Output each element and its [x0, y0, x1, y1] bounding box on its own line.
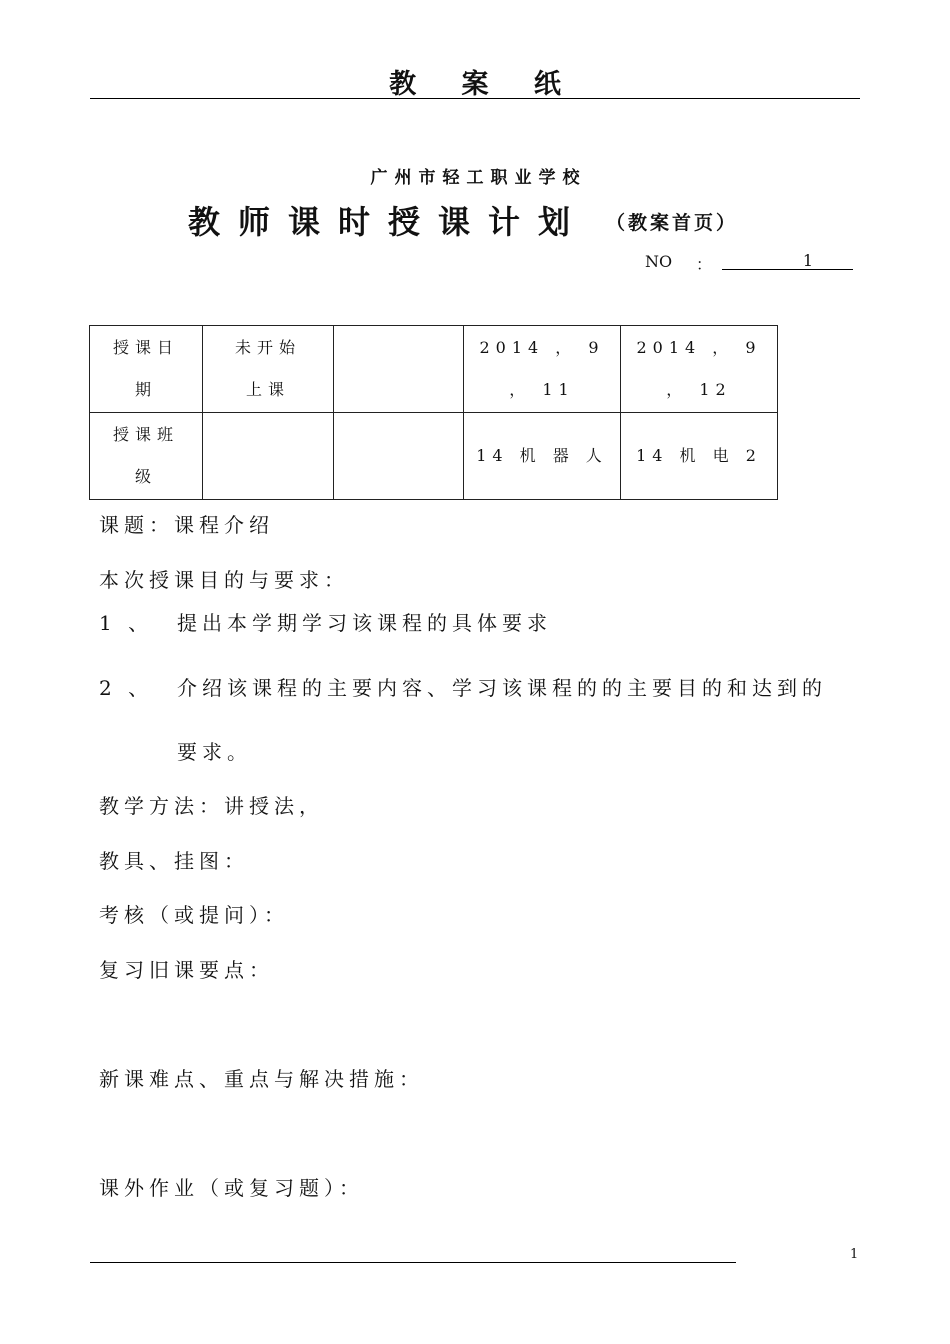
status-cell: [203, 326, 334, 413]
teaching-method: 教学方法：讲授法，: [99, 794, 324, 818]
class-label-line2: 级: [134, 467, 157, 486]
date1-line2: ， 11: [509, 380, 575, 399]
class2-cell: 14 机 电 2: [621, 413, 778, 500]
empty-cell: [334, 326, 464, 413]
number-label: NO: [645, 252, 673, 271]
date1-cell: [464, 326, 621, 413]
class-label-line1: 授课班: [112, 425, 179, 444]
objective-text: 介绍该课程的主要内容、学习该课程的的主要目的和达到的: [177, 676, 827, 700]
date1-line1: 2014 ， 9: [479, 338, 605, 357]
plan-subtitle: （教案首页）: [606, 212, 739, 234]
review-points: 复习旧课要点：: [99, 958, 274, 982]
date-label-line1: 授课日: [112, 338, 179, 357]
table-row: [90, 413, 778, 500]
page-number: 1: [850, 1247, 859, 1262]
objective-number: 2 、: [99, 676, 154, 700]
objective-text-continued: 要求。: [177, 740, 252, 764]
objective-text: 提出本学期学习该课程的具体要求: [177, 611, 552, 635]
footer-rule: [90, 1262, 736, 1263]
topic: 课题：课程介绍: [99, 513, 274, 537]
status-line1: 未开始: [234, 338, 301, 357]
objectives-heading: 本次授课目的与要求：: [99, 568, 349, 592]
homework: 课外作业（或复习题）：: [99, 1176, 364, 1200]
class1-cell: 14 机 器 人: [464, 413, 621, 500]
status-line2: 上课: [245, 380, 290, 399]
header-rule: [90, 98, 860, 99]
date2-cell: [621, 326, 778, 413]
date2-line1: 2014 ， 9: [636, 338, 762, 357]
number-colon: ：: [696, 255, 713, 274]
date-label-cell: [90, 326, 203, 413]
empty-cell: [334, 413, 464, 500]
table-row: [90, 326, 778, 413]
header-title: 教 案 纸: [389, 69, 579, 100]
class-label-cell: [90, 413, 203, 500]
plan-title: 教师课时授课计划: [188, 203, 589, 241]
difficulties: 新课难点、重点与解决措施：: [99, 1067, 424, 1091]
assessment: 考核（或提问）：: [99, 903, 289, 927]
schedule-table: [89, 325, 778, 500]
objective-number: 1 、: [99, 611, 154, 635]
teaching-tools: 教具、挂图：: [99, 849, 249, 873]
date2-line2: ， 12: [666, 380, 732, 399]
date-label-line2: 期: [134, 380, 157, 399]
number-value: 1: [722, 250, 853, 270]
school-name: 广州市轻工职业学校: [370, 168, 587, 188]
empty-cell: [203, 413, 334, 500]
